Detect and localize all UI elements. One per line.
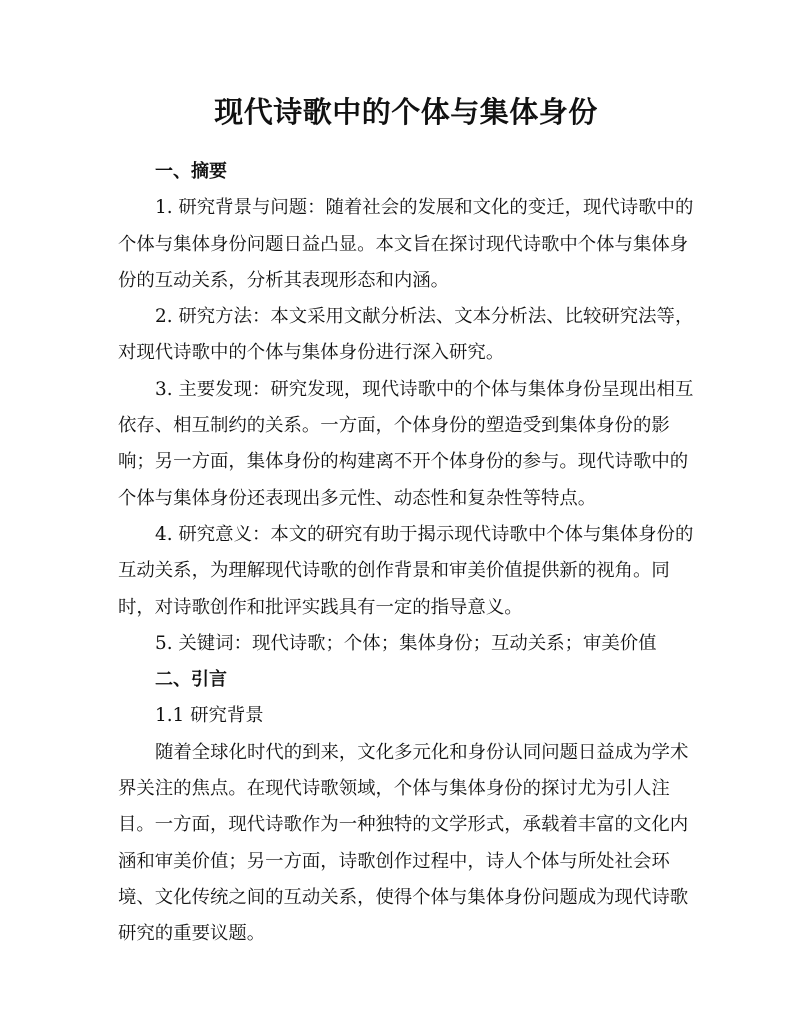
section-introduction [118,662,694,952]
abstract-paragraph-method: 2. 研究方法：本文采用文献分析法、文本分析法、比较研究法等，对现代诗歌中的个体与集体身份进行深入研究。 [118,306,694,364]
document-title: 现代诗歌中的个体与集体身份 [214,95,598,129]
abstract-paragraph-findings: 3. 主要发现：研究发现，现代诗歌中的个体与集体身份呈现出相互依存、相互制约的关系。一方面，个体身份的塑造受到集体身份的影响；另一方面，集体身份的构建离不开个体身份的参与。现代诗歌中的个体与集体身份还表现出多元性、动态性和复杂性等特点。 [118,378,694,509]
section-heading-introduction: 二、引言 [155,669,227,691]
abstract-paragraph-background: 1. 研究背景与问题：随着社会的发展和文化的变迁，现代诗歌中的个体与集体身份问题日益凸显。本文旨在探讨现代诗歌中个体与集体身份的互动关系，分析其表现形态和内涵。 [118,197,694,291]
section-heading-abstract: 一、摘要 [155,161,227,182]
section-abstract [118,154,694,662]
abstract-paragraph-keywords: 5. 关键词：现代诗歌；个体；集体身份；互动关系；审美价值 [155,632,657,654]
introduction-paragraph: 随着全球化时代的到来，文化多元化和身份认同问题日益成为学术界关注的焦点。在现代诗歌领域，个体与集体身份的探讨尤为引人注目。一方面，现代诗歌作为一种独特的文学形式，承载着丰富的文化内涵和审美价值；另一方面，诗歌创作过程中，诗人个体与所处社会环境、文化传统之间的互动关系，使得个体与集体身份问题成为现代诗歌研究的重要议题。 [118,741,689,945]
subsection-heading-research-background: 1.1 研究背景 [155,705,264,727]
abstract-paragraph-significance: 4. 研究意义：本文的研究有助于揭示现代诗歌中个体与集体身份的互动关系，为理解现代诗歌的创作背景和审美价值提供新的视角。同时，对诗歌创作和批评实践具有一定的指导意义。 [118,523,694,618]
